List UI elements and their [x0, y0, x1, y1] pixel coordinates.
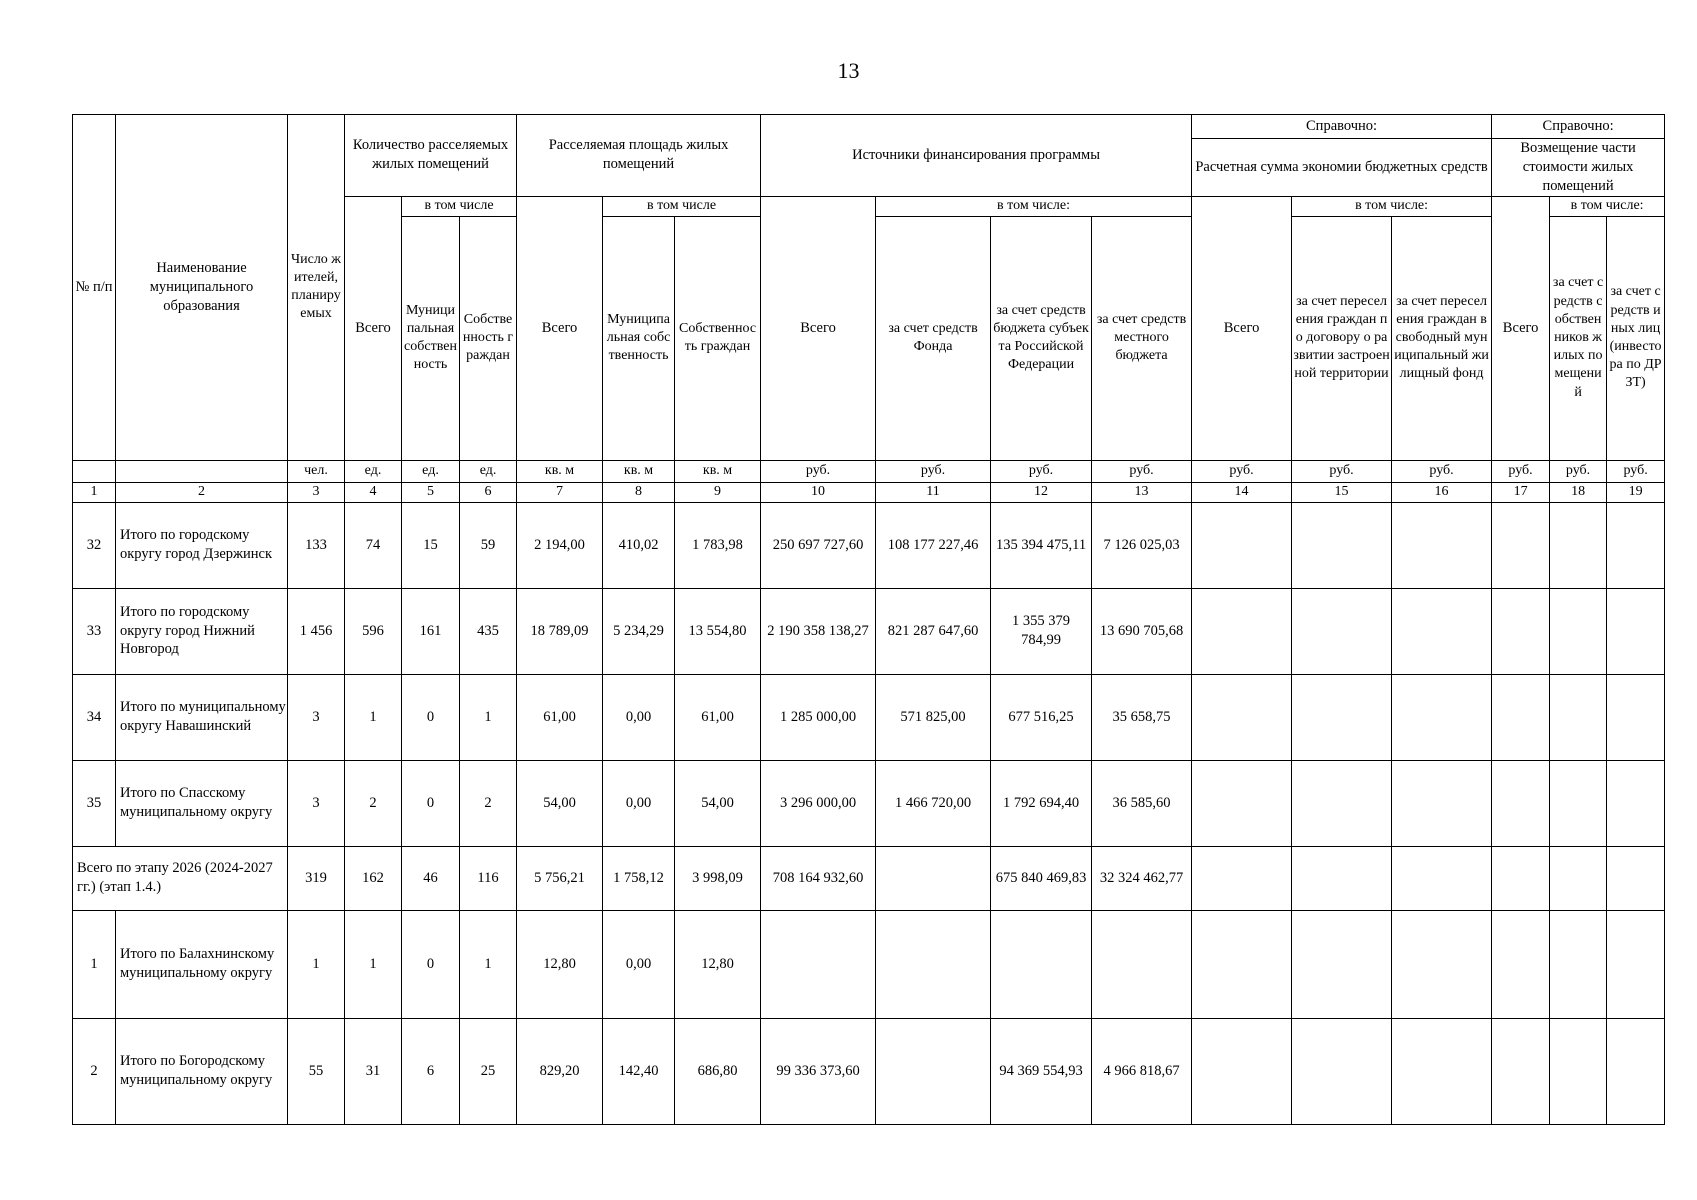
row-number: 2: [73, 1018, 116, 1124]
cell-f-local: 35 658,75: [1092, 674, 1192, 760]
table-row: [73, 674, 1665, 760]
empty-cell: [1192, 588, 1292, 674]
header-resettle-free: за счет переселения граждан в свободный муниципальный жилищный фонд: [1392, 216, 1492, 460]
cell-a-mun: 0,00: [603, 910, 675, 1018]
cell-residents: 133: [288, 502, 345, 588]
cell-d-total: 2: [345, 760, 402, 846]
cell-a-cit: 3 998,09: [675, 846, 761, 910]
empty-cell: [1292, 1018, 1392, 1124]
empty-cell: [1607, 674, 1665, 760]
empty-cell: [1550, 760, 1607, 846]
empty-cell: [1392, 1018, 1492, 1124]
cell-f-local: 13 690 705,68: [1092, 588, 1192, 674]
cell-f-fund: [876, 1018, 991, 1124]
empty-cell: [1192, 1018, 1292, 1124]
cell-a-total: 18 789,09: [517, 588, 603, 674]
cell-a-total: 5 756,21: [517, 846, 603, 910]
empty-cell: [1550, 502, 1607, 588]
cell-f-local: [1092, 910, 1192, 1018]
header-area-incl: в том числе: [603, 196, 761, 216]
header-fund: за счет средств Фонда: [876, 216, 991, 460]
stage-total-label: Всего по этапу 2026 (2024-2027 гг.) (этап 1.4.): [73, 846, 288, 910]
cell-d-cit: 1: [460, 674, 517, 760]
header-local-budget: за счет средств местного бюджета: [1092, 216, 1192, 460]
empty-cell: [1392, 760, 1492, 846]
empty-cell: [1292, 588, 1392, 674]
table-row: [73, 502, 1665, 588]
empty-cell: [1607, 588, 1665, 674]
unit-cell: кв. м: [517, 460, 603, 482]
header-area: Расселяемая площадь жилых помещений: [517, 115, 761, 197]
column-number: 8: [603, 482, 675, 502]
header-regional-budget: за счет средств бюджета субъекта Российской Федерации: [991, 216, 1092, 460]
cell-residents: 55: [288, 1018, 345, 1124]
unit-cell: руб.: [1192, 460, 1292, 482]
header-reference-2: Справочно:: [1492, 115, 1665, 139]
cell-a-mun: 5 234,29: [603, 588, 675, 674]
empty-cell: [1192, 502, 1292, 588]
header-resettle-contract: за счет переселения граждан по договору о развитии застроенной территории: [1292, 216, 1392, 460]
cell-f-fund: [876, 910, 991, 1018]
empty-cell: [1492, 588, 1550, 674]
cell-residents: 319: [288, 846, 345, 910]
empty-cell: [1492, 502, 1550, 588]
cell-a-cit: 61,00: [675, 674, 761, 760]
row-name: Итого по муниципальному округу Навашинский: [116, 674, 288, 760]
header-dwellings: Количество расселяемых жилых помещений: [345, 115, 517, 197]
header-savings-incl: в том числе:: [1292, 196, 1492, 216]
cell-f-region: 135 394 475,11: [991, 502, 1092, 588]
column-number: 17: [1492, 482, 1550, 502]
header-no: № п/п: [73, 115, 116, 461]
cell-a-mun: 1 758,12: [603, 846, 675, 910]
table-row: [73, 910, 1665, 1018]
cell-d-total: 1: [345, 674, 402, 760]
empty-cell: [1492, 760, 1550, 846]
header-dwellings-total: Всего: [345, 196, 402, 460]
unit-cell: руб.: [1292, 460, 1392, 482]
header-compensation: Возмещение части стоимости жилых помещений: [1492, 139, 1665, 197]
header-finance: Источники финансирования программы: [761, 115, 1192, 197]
column-number: 10: [761, 482, 876, 502]
cell-d-mun: 0: [402, 910, 460, 1018]
column-number: 3: [288, 482, 345, 502]
header-area-total: Всего: [517, 196, 603, 460]
row-number: 32: [73, 502, 116, 588]
table-row: [73, 588, 1665, 674]
cell-a-mun: 0,00: [603, 760, 675, 846]
row-number: 35: [73, 760, 116, 846]
empty-cell: [1192, 760, 1292, 846]
empty-cell: [1292, 910, 1392, 1018]
cell-d-cit: 435: [460, 588, 517, 674]
column-number: 19: [1607, 482, 1665, 502]
header-dwellings-incl: в том числе: [402, 196, 517, 216]
cell-f-region: 1 355 379 784,99: [991, 588, 1092, 674]
cell-a-cit: 12,80: [675, 910, 761, 1018]
column-numbers-row: [73, 482, 1665, 502]
header-reference-1: Справочно:: [1192, 115, 1492, 139]
row-name: Итого по городскому округу город Дзержинск: [116, 502, 288, 588]
cell-f-region: 1 792 694,40: [991, 760, 1092, 846]
cell-d-mun: 161: [402, 588, 460, 674]
cell-a-mun: 410,02: [603, 502, 675, 588]
header-municipal-property: Муниципальная собственность: [402, 216, 460, 460]
cell-d-mun: 0: [402, 674, 460, 760]
cell-f-local: 7 126 025,03: [1092, 502, 1192, 588]
empty-cell: [1192, 846, 1292, 910]
cell-a-total: 2 194,00: [517, 502, 603, 588]
empty-cell: [1392, 674, 1492, 760]
unit-cell: руб.: [1492, 460, 1550, 482]
cell-f-local: 32 324 462,77: [1092, 846, 1192, 910]
cell-a-total: 54,00: [517, 760, 603, 846]
unit-cell: ед.: [345, 460, 402, 482]
header-residents: Число жителей, планируемых: [288, 115, 345, 461]
unit-cell: руб.: [876, 460, 991, 482]
cell-f-region: [991, 910, 1092, 1018]
cell-a-cit: 13 554,80: [675, 588, 761, 674]
empty-cell: [1607, 846, 1665, 910]
cell-a-cit: 54,00: [675, 760, 761, 846]
cell-d-mun: 6: [402, 1018, 460, 1124]
header-finance-incl: в том числе:: [876, 196, 1192, 216]
cell-f-fund: [876, 846, 991, 910]
empty-cell: [1292, 760, 1392, 846]
empty-cell: [1392, 910, 1492, 1018]
unit-cell: кв. м: [675, 460, 761, 482]
header-citizens-property: Собственность граждан: [460, 216, 517, 460]
column-number: 11: [876, 482, 991, 502]
cell-f-total: 1 285 000,00: [761, 674, 876, 760]
empty-cell: [1492, 1018, 1550, 1124]
column-number: 18: [1550, 482, 1607, 502]
empty-cell: [1392, 846, 1492, 910]
cell-d-total: 31: [345, 1018, 402, 1124]
unit-cell: руб.: [1392, 460, 1492, 482]
empty-cell: [1550, 588, 1607, 674]
header-citizens-property-area: Собственность граждан: [675, 216, 761, 460]
cell-f-total: [761, 910, 876, 1018]
empty-cell: [1392, 502, 1492, 588]
column-number: 15: [1292, 482, 1392, 502]
cell-d-total: 74: [345, 502, 402, 588]
stage-total-row: [73, 846, 1665, 910]
column-number: 5: [402, 482, 460, 502]
cell-d-mun: 46: [402, 846, 460, 910]
empty-cell: [1607, 502, 1665, 588]
column-number: 9: [675, 482, 761, 502]
header-finance-total: Всего: [761, 196, 876, 460]
cell-a-cit: 1 783,98: [675, 502, 761, 588]
header-compensation-incl: в том числе:: [1550, 196, 1665, 216]
empty-cell: [1492, 910, 1550, 1018]
cell-f-local: 36 585,60: [1092, 760, 1192, 846]
cell-f-total: 708 164 932,60: [761, 846, 876, 910]
cell-f-region: 677 516,25: [991, 674, 1092, 760]
unit-cell: руб.: [1550, 460, 1607, 482]
cell-a-mun: 0,00: [603, 674, 675, 760]
cell-d-mun: 15: [402, 502, 460, 588]
empty-cell: [1550, 674, 1607, 760]
empty-cell: [1292, 846, 1392, 910]
cell-a-total: 12,80: [517, 910, 603, 1018]
cell-a-total: 829,20: [517, 1018, 603, 1124]
cell-f-local: 4 966 818,67: [1092, 1018, 1192, 1124]
cell-f-total: 3 296 000,00: [761, 760, 876, 846]
column-number: 4: [345, 482, 402, 502]
header-compensation-total: Всего: [1492, 196, 1550, 460]
unit-cell: руб.: [991, 460, 1092, 482]
empty-cell: [1192, 674, 1292, 760]
page-number: 13: [837, 58, 860, 83]
cell-f-region: 94 369 554,93: [991, 1018, 1092, 1124]
empty-cell: [1550, 910, 1607, 1018]
cell-d-mun: 0: [402, 760, 460, 846]
cell-d-cit: 1: [460, 910, 517, 1018]
cell-d-total: 162: [345, 846, 402, 910]
cell-d-cit: 116: [460, 846, 517, 910]
cell-a-total: 61,00: [517, 674, 603, 760]
cell-f-region: 675 840 469,83: [991, 846, 1092, 910]
table-row: [73, 1018, 1665, 1124]
cell-a-cit: 686,80: [675, 1018, 761, 1124]
column-number: 6: [460, 482, 517, 502]
header-savings: Расчетная сумма экономии бюджетных средств: [1192, 139, 1492, 197]
column-number: 14: [1192, 482, 1292, 502]
empty-cell: [1550, 1018, 1607, 1124]
row-name: Итого по Спасскому муниципальному округу: [116, 760, 288, 846]
header-municipal-property-area: Муниципальная собственность: [603, 216, 675, 460]
empty-cell: [1607, 760, 1665, 846]
empty-cell: [1392, 588, 1492, 674]
cell-residents: 1: [288, 910, 345, 1018]
unit-cell: руб.: [1092, 460, 1192, 482]
resettlement-table: [72, 114, 1665, 1125]
row-name: Итого по Балахнинскому муниципальному округу: [116, 910, 288, 1018]
cell-d-cit: 2: [460, 760, 517, 846]
cell-residents: 3: [288, 674, 345, 760]
row-number: 33: [73, 588, 116, 674]
cell-f-fund: 1 466 720,00: [876, 760, 991, 846]
cell-a-mun: 142,40: [603, 1018, 675, 1124]
empty-cell: [1492, 846, 1550, 910]
row-name: Итого по городскому округу город Нижний Новгород: [116, 588, 288, 674]
column-number: 13: [1092, 482, 1192, 502]
header-savings-total: Всего: [1192, 196, 1292, 460]
cell-f-fund: 108 177 227,46: [876, 502, 991, 588]
empty-cell: [1607, 1018, 1665, 1124]
empty-cell: [1192, 910, 1292, 1018]
header-name: Наименование муниципального образования: [116, 115, 288, 461]
cell-f-total: 2 190 358 138,27: [761, 588, 876, 674]
column-number: 2: [116, 482, 288, 502]
unit-cell: ед.: [402, 460, 460, 482]
empty-cell: [1607, 910, 1665, 1018]
cell-f-fund: 821 287 647,60: [876, 588, 991, 674]
cell-residents: 3: [288, 760, 345, 846]
column-number: 16: [1392, 482, 1492, 502]
unit-cell: ед.: [460, 460, 517, 482]
cell-f-total: 99 336 373,60: [761, 1018, 876, 1124]
empty-cell: [1550, 846, 1607, 910]
cell-d-cit: 25: [460, 1018, 517, 1124]
empty-cell: [1292, 502, 1392, 588]
unit-cell: кв. м: [603, 460, 675, 482]
cell-f-total: 250 697 727,60: [761, 502, 876, 588]
empty-cell: [1492, 674, 1550, 760]
row-name: Итого по Богородскому муниципальному округу: [116, 1018, 288, 1124]
header-others-funds: за счет средств иных лиц (инвестора по ДРЗТ): [1607, 216, 1665, 460]
cell-f-fund: 571 825,00: [876, 674, 991, 760]
column-number: 7: [517, 482, 603, 502]
units-row: [73, 460, 1665, 482]
row-number: 34: [73, 674, 116, 760]
column-number: 12: [991, 482, 1092, 502]
header-owners-funds: за счет средств собственников жилых помещений: [1550, 216, 1607, 460]
cell-d-cit: 59: [460, 502, 517, 588]
cell-d-total: 596: [345, 588, 402, 674]
cell-d-total: 1: [345, 910, 402, 1018]
unit-cell: руб.: [761, 460, 876, 482]
unit-cell: чел.: [288, 460, 345, 482]
empty-cell: [1292, 674, 1392, 760]
unit-cell: руб.: [1607, 460, 1665, 482]
table-row: [73, 760, 1665, 846]
row-number: 1: [73, 910, 116, 1018]
cell-residents: 1 456: [288, 588, 345, 674]
column-number: 1: [73, 482, 116, 502]
